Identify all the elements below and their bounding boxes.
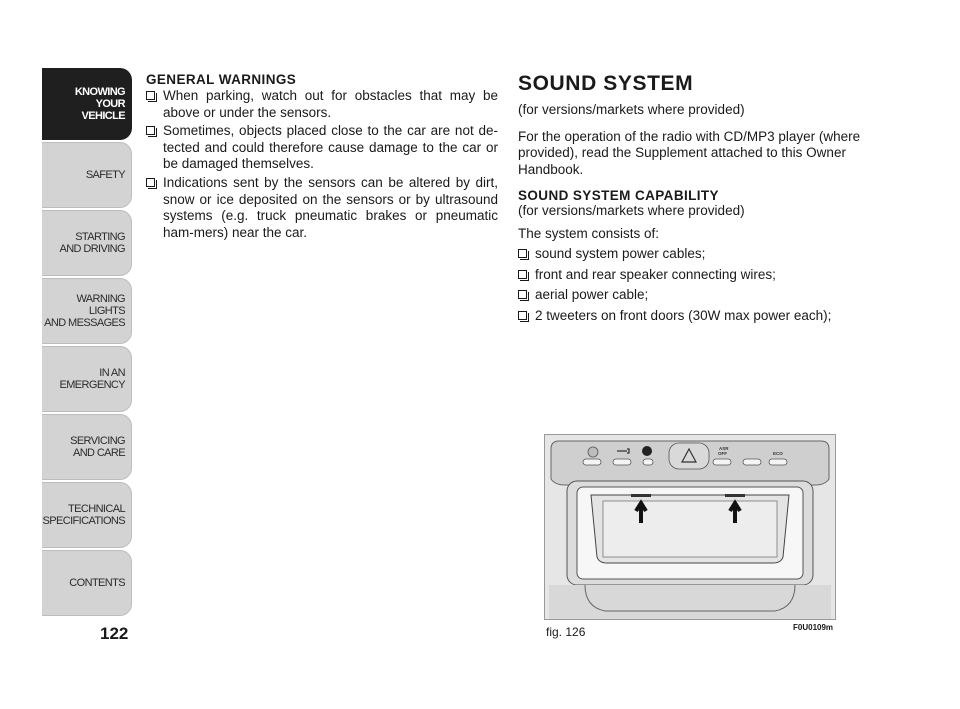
tab-contents[interactable]: CONTENTS (42, 550, 132, 616)
tab-warning-lights-and-messages[interactable]: WARNING LIGHTS AND MESSAGES (42, 278, 132, 344)
general-warnings-list (146, 88, 498, 241)
general-warnings-section (146, 72, 498, 243)
checkbox-bullet-icon (518, 311, 527, 320)
asr-label: ASR (719, 446, 729, 451)
capability-heading: SOUND SYSTEM CAPABILITY (518, 188, 719, 203)
list-item (518, 308, 874, 325)
tab-knowing-your-vehicle[interactable]: KNOWING YOUR VEHICLE (42, 68, 132, 140)
list-item-text: Indications sent by the sensors can be altered by dirt, snow or ice deposited on the sensors or by ultrasound systems (e.g. truck pneumatic brakes or pneumatic ham-mers) near the car. (163, 174, 498, 240)
checkbox-bullet-icon (518, 290, 527, 299)
list-item-text: aerial power cable; (535, 287, 649, 303)
tab-in-an-emergency[interactable]: IN AN EMERGENCY (42, 346, 132, 412)
tab-technical-specifications[interactable]: TECHNICAL SPECIFICATIONS (42, 482, 132, 548)
page-number: 122 (100, 624, 129, 643)
checkbox-bullet-icon (146, 178, 155, 187)
availability-note: (for versions/markets where provided) (518, 102, 745, 117)
list-item-text: Sometimes, objects placed close to the car are not de-tected and could therefore cause damage to the car or be damaged themselves. (163, 123, 498, 172)
list-item (146, 175, 498, 241)
lamp-icon (588, 447, 598, 457)
sound-system-title: SOUND SYSTEM (518, 72, 694, 95)
eco-label: ECO (773, 451, 783, 456)
sound-system-components-list (518, 246, 874, 324)
tab-safety[interactable]: SAFETY (42, 142, 132, 208)
sound-system-section (518, 72, 874, 328)
lock-icon (642, 446, 652, 456)
list-item-text: front and rear speaker connecting wires; (535, 266, 776, 282)
list-item (518, 287, 874, 304)
list-item (518, 246, 874, 263)
figure-code: F0U0109m (793, 623, 834, 632)
checkbox-bullet-icon (146, 126, 155, 135)
list-item (146, 88, 498, 121)
general-warnings-heading: GENERAL WARNINGS (146, 72, 297, 87)
checkbox-bullet-icon (518, 249, 527, 258)
list-item-text: When parking, watch out for obstacles that may be above or under the sensors. (163, 88, 498, 120)
consists-of-text: The system consists of: (518, 225, 660, 241)
list-item-text: sound system power cables; (535, 246, 706, 261)
checkbox-bullet-icon (146, 91, 155, 100)
tab-starting-and-driving[interactable]: STARTING AND DRIVING (42, 210, 132, 276)
radio-slot-drawing (545, 435, 835, 619)
list-item-text: 2 tweeters on front doors (30W max power each); (535, 307, 832, 323)
list-item (518, 267, 874, 284)
capability-availability-note: (for versions/markets where provided) (518, 203, 745, 218)
chapter-tabs (42, 68, 134, 618)
list-item (146, 123, 498, 173)
radio-compartment-illustration (544, 434, 836, 620)
tab-servicing-and-care[interactable]: SERVICING AND CARE (42, 414, 132, 480)
checkbox-bullet-icon (518, 270, 527, 279)
off-label: OFF (718, 451, 727, 456)
intro-paragraph: For the operation of the radio with CD/MP3 player (where provided), read the Supplement attached to this Owner Handbook. (518, 128, 861, 177)
figure-caption: fig. 126 (546, 625, 586, 639)
